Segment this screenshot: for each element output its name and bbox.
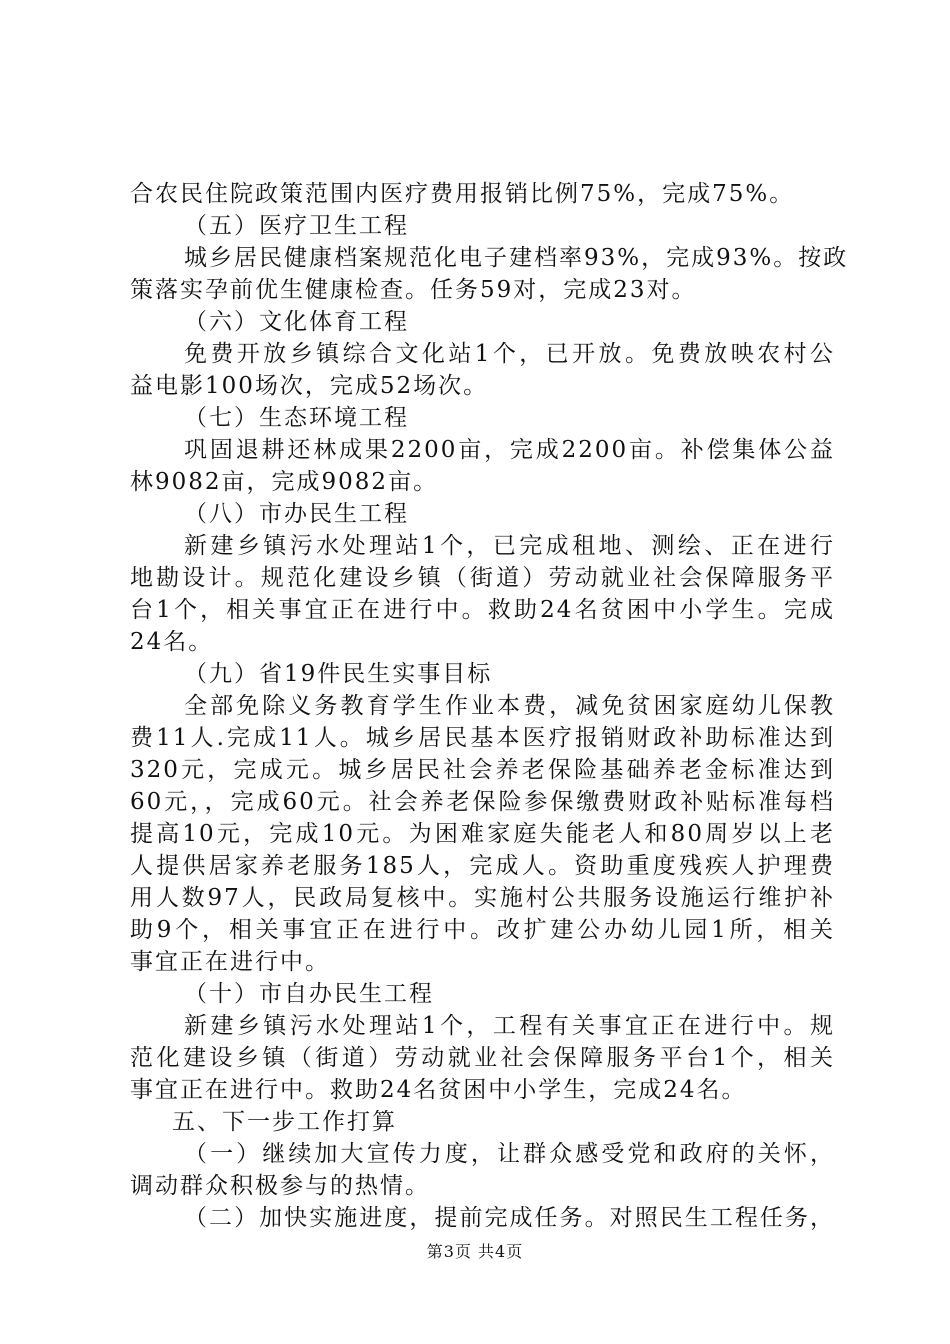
- paragraph-line: （一）继续加大宣传力度，让群众感受党和政府的关怀，: [184, 1141, 835, 1167]
- paragraph-line: （二）加快实施进度，提前完成任务。对照民生工程任务，: [184, 1205, 835, 1231]
- section-heading: 五、下一步工作打算: [172, 1109, 397, 1135]
- section-heading: （七）生态环境工程: [184, 405, 409, 431]
- paragraph-line: 新建乡镇污水处理站1个，已完成租地、测绘、正在进行: [184, 533, 835, 559]
- section-heading: （五）医疗卫生工程: [184, 213, 409, 239]
- paragraph-line: 费11人.完成11人。城乡居民基本医疗报销财政补助标准达到: [130, 725, 835, 751]
- page-number-footer: 第3页 共4页: [426, 1242, 524, 1261]
- paragraph-line: 范化建设乡镇（街道）劳动就业社会保障服务平台1个，相关: [130, 1045, 835, 1071]
- paragraph-line: 调动群众积极参与的热情。: [130, 1173, 430, 1199]
- paragraph-line: 巩固退耕还林成果2200亩，完成2200亩。补偿集体公益: [184, 437, 835, 463]
- paragraph-line: 新建乡镇污水处理站1个，工程有关事宜正在进行中。规: [184, 1013, 835, 1039]
- document-body: [130, 178, 849, 1234]
- paragraph-line: 人提供居家养老服务185人，完成人。资助重度残疾人护理费: [130, 853, 835, 879]
- paragraph-line: 城乡居民健康档案规范化电子建档率93%，完成93%。按政: [184, 245, 849, 271]
- paragraph-line: 用人数97人，民政局复核中。实施村公共服务设施运行维护补: [130, 885, 835, 911]
- section-heading: （六）文化体育工程: [184, 309, 409, 335]
- paragraph-line: 事宜正在进行中。救助24名贫困中小学生，完成24名。: [130, 1077, 747, 1103]
- paragraph-line: 全部免除义务教育学生作业本费，减免贫困家庭幼儿保教: [184, 693, 835, 719]
- section-heading: （九）省19件民生实事目标: [184, 661, 493, 687]
- paragraph-line: 地勘设计。规范化建设乡镇（街道）劳动就业社会保障服务平: [130, 565, 835, 591]
- paragraph-line: 策落实孕前优生健康检查。任务59对，完成23对。: [130, 277, 697, 303]
- paragraph-line: 免费开放乡镇综合文化站1个，已开放。免费放映农村公: [184, 341, 835, 367]
- paragraph-line: 60元，，完成60元。社会养老保险参保缴费财政补贴标准每档: [130, 789, 835, 815]
- section-heading: （八）市办民生工程: [184, 501, 409, 527]
- paragraph-line: 林9082亩，完成9082亩。: [130, 469, 439, 495]
- paragraph-line: 益电影100场次，完成52场次。: [130, 373, 489, 399]
- paragraph-line: 合农民住院政策范围内医疗费用报销比例75%，完成75%。: [130, 181, 795, 207]
- paragraph-line: 事宜正在进行中。: [130, 949, 330, 975]
- paragraph-line: 提高10元，完成10元。为困难家庭失能老人和80周岁以上老: [130, 821, 835, 847]
- paragraph-line: 24名。: [130, 629, 214, 655]
- paragraph-line: 320元，完成元。城乡居民社会养老保险基础养老金标准达到: [130, 757, 835, 783]
- paragraph-line: 助9个，相关事宜正在进行中。改扩建公办幼儿园1所，相关: [130, 917, 835, 943]
- paragraph-line: 台1个，相关事宜正在进行中。救助24名贫困中小学生。完成: [130, 597, 835, 623]
- section-heading: （十）市自办民生工程: [184, 981, 434, 1007]
